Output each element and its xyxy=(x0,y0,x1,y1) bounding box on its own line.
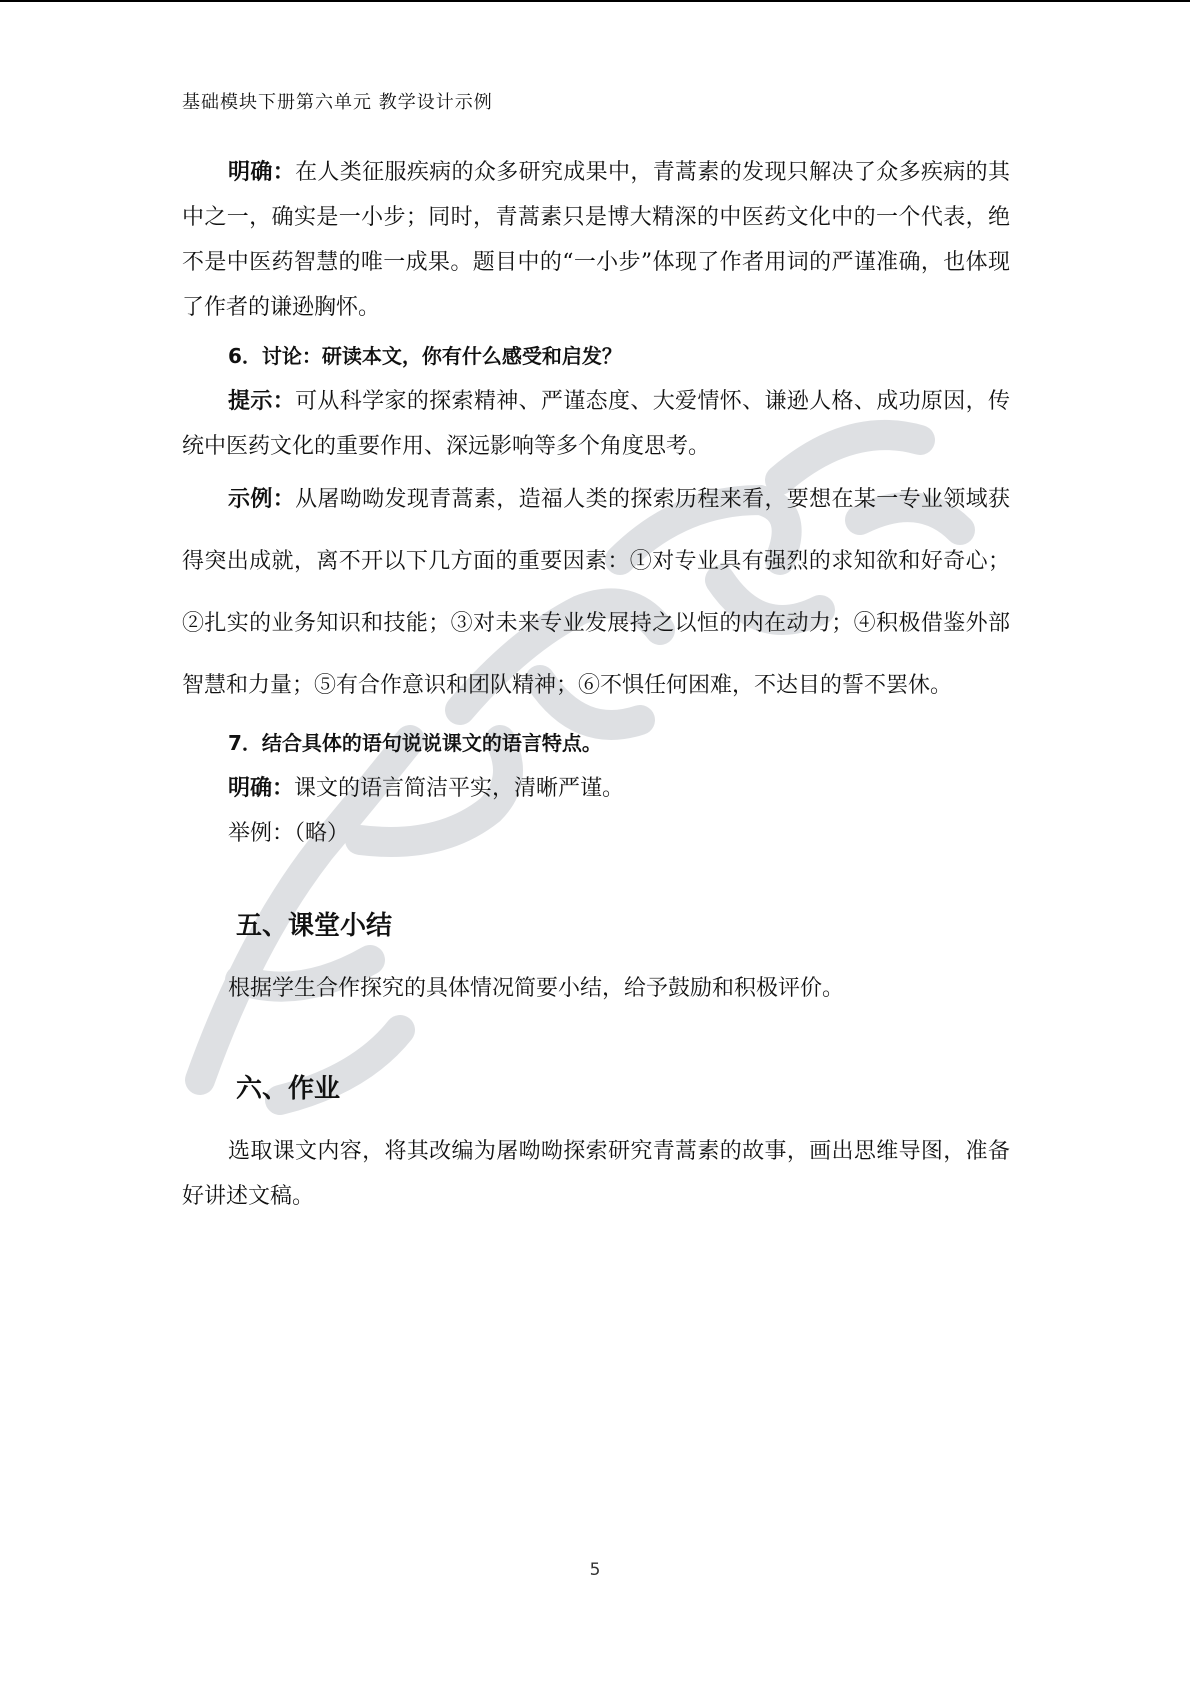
question-7: 7．结合具体的语句说说课文的语言特点。 xyxy=(228,731,602,755)
lead-label: 提示： xyxy=(228,389,296,414)
page-body xyxy=(182,150,1010,1219)
answer-paragraph-1 xyxy=(182,150,1010,330)
section-heading-summary: 五、课堂小结 xyxy=(236,911,393,941)
paragraph-text: 在人类征服疾病的众多研究成果中，青蒿素的发现只解决了众多疾病的其中之一，确实是一小步；同时，青蒿素只是博大精深的中医药文化中的一个代表，绝不是中医药智慧的唯一成果。题目中的“一小步”体现了作者用词的严谨准确，也体现了作者的谦逊胸怀。 xyxy=(182,160,1010,320)
hint-paragraph xyxy=(182,379,1010,469)
answer-paragraph-2 xyxy=(182,766,1010,811)
lead-label: 明确： xyxy=(228,160,296,185)
running-header: 基础模块下册第六单元 教学设计示例 xyxy=(182,92,493,113)
paragraph-text: 从屠呦呦发现青蒿素，造福人类的探索历程来看，要想在某一专业领域获得突出成就，离不开以下几方面的重要因素：①对专业具有强烈的求知欲和好奇心；②扎实的业务知识和技能；③对未来专业发展持之以恒的内在动力；④积极借鉴外部智慧和力量；⑤有合作意识和团队精神；⑥不惧任何困难，不达目的誓不罢休。 xyxy=(182,487,1010,698)
homework-paragraph: 选取课文内容，将其改编为屠呦呦探索研究青蒿素的故事，画出思维导图，准备好讲述文稿。 xyxy=(182,1139,1010,1209)
example-paragraph xyxy=(182,469,1010,717)
top-border-line xyxy=(0,0,1190,2)
lead-label: 示例： xyxy=(228,487,296,512)
paragraph-text: 可从科学家的探索精神、严谨态度、大爱情怀、谦逊人格、成功原因，传统中医药文化的重要作用、深远影响等多个角度思考。 xyxy=(182,389,1010,459)
paragraph-text: 课文的语言简洁平实，清晰严谨。 xyxy=(294,776,625,801)
summary-paragraph: 根据学生合作探究的具体情况简要小结，给予鼓励和积极评价。 xyxy=(228,976,845,1001)
lead-label: 明确： xyxy=(228,776,295,801)
example-note: 举例：（略） xyxy=(228,821,350,846)
page-number: 5 xyxy=(589,1560,601,1580)
question-6: 6．讨论：研读本文，你有什么感受和启发？ xyxy=(228,344,622,368)
section-heading-homework: 六、作业 xyxy=(236,1074,341,1104)
